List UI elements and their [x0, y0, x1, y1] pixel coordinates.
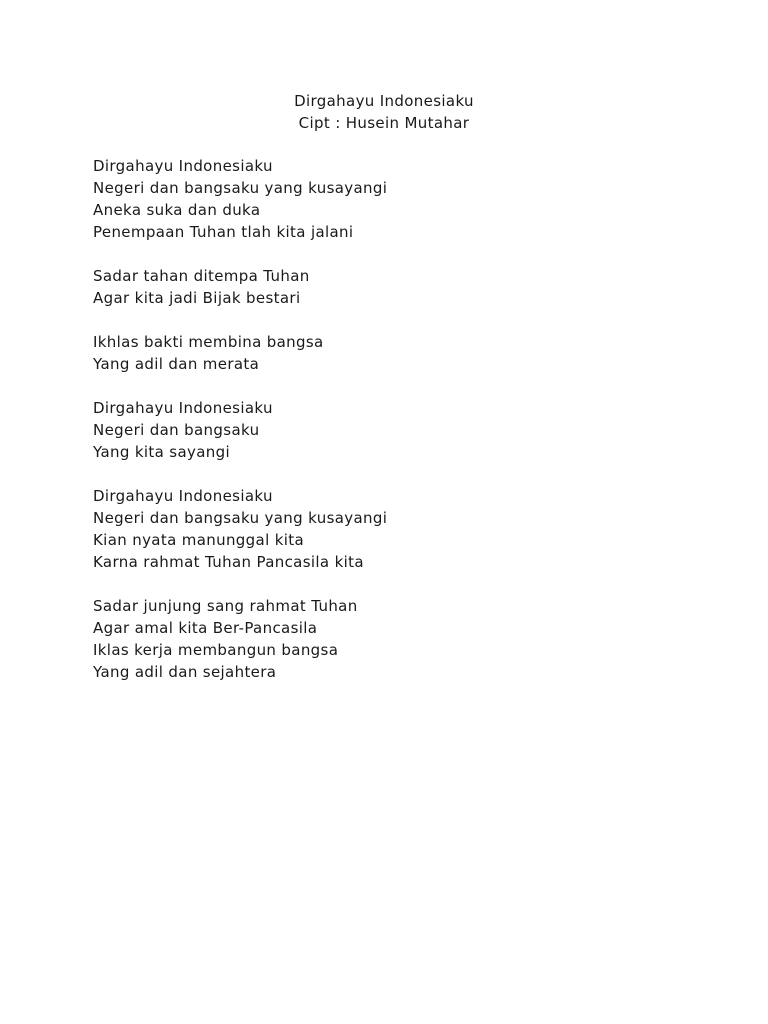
stanza-4	[93, 397, 713, 463]
lyric-line: Sadar junjung sang rahmat Tuhan	[93, 597, 358, 615]
lyric-line: Iklas kerja membangun bangsa	[93, 641, 339, 659]
lyric-line: Dirgahayu Indonesiaku	[93, 157, 273, 175]
lyric-line: Agar amal kita Ber-Pancasila	[93, 619, 318, 637]
stanza-3	[93, 331, 713, 375]
stanza-2	[93, 265, 713, 309]
lyric-line: Aneka suka dan duka	[93, 201, 261, 219]
lyric-line: Negeri dan bangsaku yang kusayangi	[93, 179, 388, 197]
stanza-6	[93, 595, 713, 683]
lyric-line: Agar kita jadi Bijak bestari	[93, 289, 301, 307]
lyric-line: Negeri dan bangsaku yang kusayangi	[93, 509, 388, 527]
song-author: Cipt : Husein Mutahar	[298, 114, 470, 132]
stanza-5	[93, 485, 713, 573]
song-title: Dirgahayu Indonesiaku	[294, 92, 474, 110]
lyric-line: Karna rahmat Tuhan Pancasila kita	[93, 553, 364, 571]
lyrics-body	[93, 155, 713, 705]
lyric-line: Kian nyata manunggal kita	[93, 531, 305, 549]
lyric-line: Yang adil dan merata	[93, 355, 260, 373]
stanza-1	[93, 155, 713, 243]
lyric-line: Negeri dan bangsaku	[93, 421, 260, 439]
title-block	[0, 90, 768, 134]
lyric-line: Dirgahayu Indonesiaku	[93, 487, 273, 505]
lyric-line: Yang adil dan sejahtera	[93, 663, 277, 681]
lyric-line: Ikhlas bakti membina bangsa	[93, 333, 324, 351]
lyric-line: Sadar tahan ditempa Tuhan	[93, 267, 310, 285]
lyric-line: Penempaan Tuhan tlah kita jalani	[93, 223, 354, 241]
lyric-line: Dirgahayu Indonesiaku	[93, 399, 273, 417]
lyric-line: Yang kita sayangi	[93, 443, 231, 461]
